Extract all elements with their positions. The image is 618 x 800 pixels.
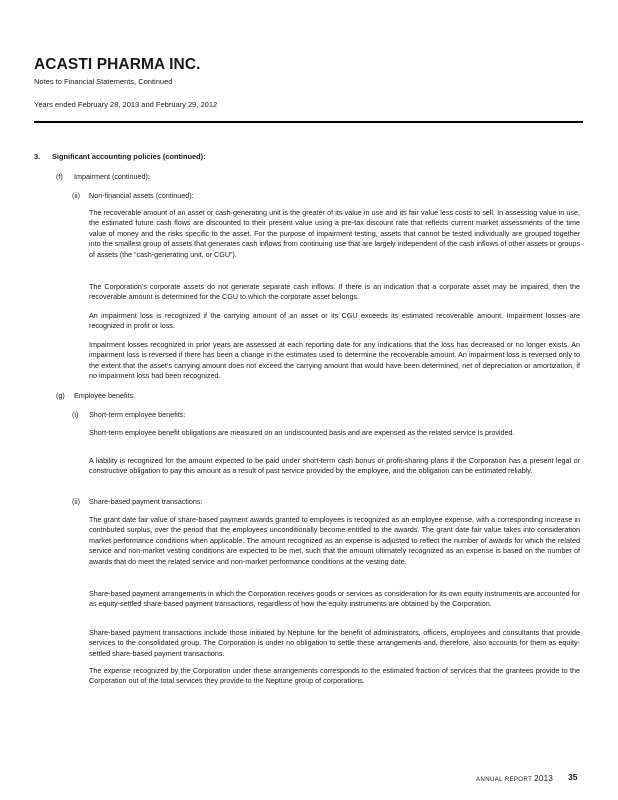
header-rule [34, 121, 583, 123]
company-name: ACASTI PHARMA INC. [34, 56, 201, 73]
subsection-g-i [72, 410, 185, 419]
paragraph: Share-based payment arrangements in which the Corporation receives goods or services as consideration for its own equity instruments are accounted for as equity-settled share-based payment transactions, regardless of how the equity instruments are obtained by the Corporation. [89, 589, 580, 609]
subsection-f-ii-label: (ii) [72, 191, 80, 200]
reporting-period: Years ended February 28, 2013 and February 29, 2012 [34, 100, 218, 109]
subsection-f [56, 172, 150, 181]
paragraph: The grant date fair value of share-based payment awards granted to employees is recognized as an employee expense, with a corresponding increase in contributed surplus, over the period that the employees unconditionally become entitled to the awards. The grant date fair value takes into consideration market performance conditions when applicable. The amount recognized as an expense is adjusted to reflect the number of awards for which the related service and non-market vesting conditions are expected to be met, such that the amount ultimately recognized as an expense is based on the number of awards that do meet the related service and non-market performance conditions at the vesting date. [89, 515, 580, 566]
subsection-g-i-label: (i) [72, 410, 79, 419]
section-title: Significant accounting policies (continued): [52, 152, 206, 161]
subsection-f-ii [72, 191, 194, 200]
document-subtitle: Notes to Financial Statements, Continued [34, 77, 173, 86]
subsection-f-title: Impairment (continued): [74, 172, 150, 181]
paragraph: A liability is recognized for the amount expected to be paid under short-term cash bonus or profit-sharing plans if the Corporation has a present legal or constructive obligation to pay this amount as a result of past service provided by the employee, and the obligation can be estimated reliably. [89, 456, 580, 476]
subsection-g-title: Employee benefits: [74, 391, 136, 400]
section-heading [34, 152, 206, 161]
subsection-g-ii-label: (ii) [72, 497, 80, 506]
subsection-g-i-title: Short-term employee benefits: [89, 410, 186, 419]
subsection-g-label: (g) [56, 391, 65, 400]
paragraph: An impairment loss is recognized if the carrying amount of an asset or its CGU exceeds its estimated recoverable amount. Impairment losses are recognized in profit or loss. [89, 311, 580, 331]
paragraph: Share-based payment transactions include those initiated by Neptune for the benefit of administrators, officers, employees and consultants that provide services to the consolidated group. The Corporation is under no obligation to settle these arrangements and, therefore, also accounts for them as equity-settled share-based payment transactions. [89, 628, 580, 658]
subsection-f-label: (f) [56, 172, 63, 181]
section-number: 3. [34, 152, 41, 161]
paragraph: The Corporation’s corporate assets do not generate separate cash inflows. If there is an indication that a corporate asset may be impaired, then the recoverable amount is determined for the CGU to which the corporate asset belongs. [89, 282, 580, 302]
paragraph: Short-term employee benefit obligations are measured on an undiscounted basis and are expensed as the related service is provided. [89, 428, 515, 437]
subsection-g-ii [72, 497, 202, 506]
footer-label: ANNUAL REPORT [476, 776, 533, 783]
footer-year: 2013 [534, 774, 554, 783]
page-number: 35 [568, 772, 578, 782]
subsection-g [56, 391, 135, 400]
paragraph: Impairment losses recognized in prior years are assessed at each reporting date for any indications that the loss has decreased or no longer exists. An impairment loss is reversed if there has been a change in the estimates used to determine the recoverable amount. An impairment loss is reversed only to the extent that the asset’s carrying amount does not exceed the carrying amount that would have been determined, net of depreciation or amortization, if no impairment loss had been recognized. [89, 340, 580, 381]
subsection-g-ii-title: Share-based payment transactions: [89, 497, 203, 506]
paragraph: The recoverable amount of an asset or cash-generating unit is the greater of its value in use and its fair value less costs to sell. In assessing value in use, the estimated future cash flows are discounted to their present value using a pre-tax discount rate that reflects current market assessments of the time value of money and the risks specific to the asset. For the purpose of impairment testing, assets that cannot be tested individually are grouped together into the smallest group of assets that generates cash inflows from continuing use that are largely independent of the cash inflows of other assets or groups of assets (the “cash-generating unit, or CGU”). [89, 208, 580, 259]
paragraph: The expense recognized by the Corporation under these arrangements corresponds to the estimated fraction of services that the grantees provide to the Corporation out of the total services they provide to the Neptune group of corporations. [89, 666, 580, 686]
subsection-f-ii-title: Non-financial assets (continued): [89, 191, 194, 200]
footer-annual-report [476, 774, 553, 783]
